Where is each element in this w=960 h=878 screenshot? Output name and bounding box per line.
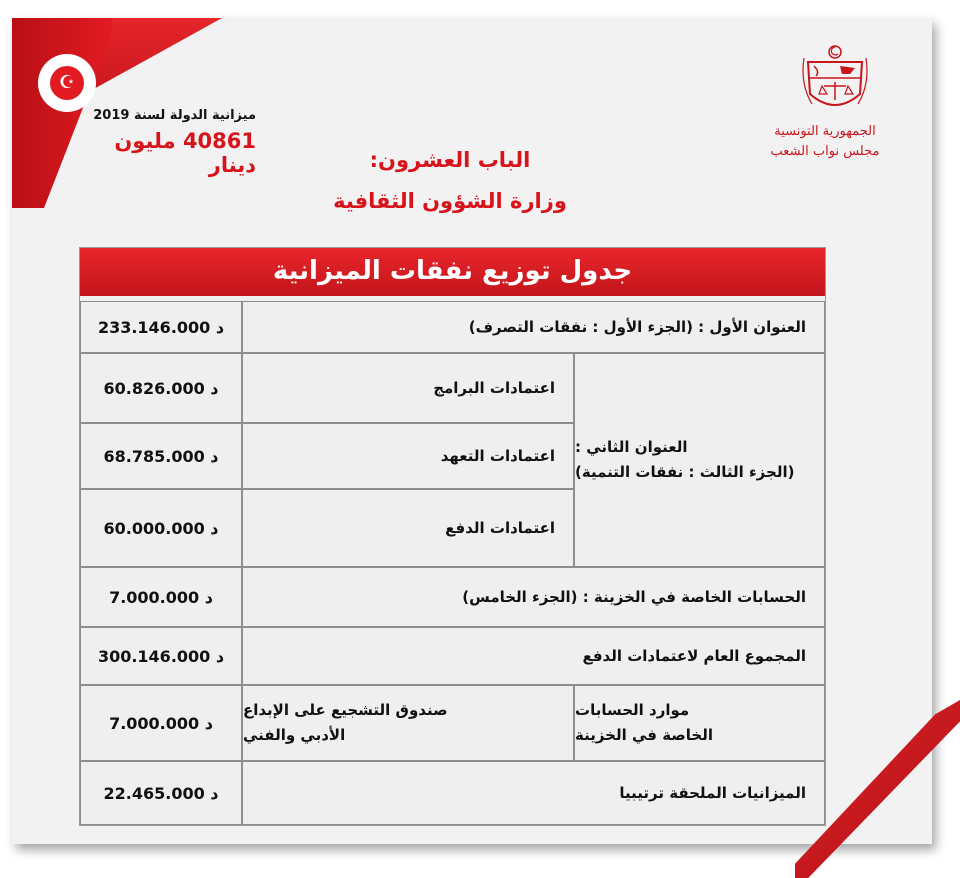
table-row-title1-label: العنوان الأول : (الجزء الأول : نفقات التصرف) bbox=[242, 301, 825, 353]
chapter-title: الباب العشرون: bbox=[369, 148, 531, 172]
table-row-total-label: المجموع العام لاعتمادات الدفع bbox=[242, 627, 825, 685]
resources-line2: الخاصة في الخزينة bbox=[575, 726, 714, 744]
table-title: جدول توزيع نفقات الميزانية bbox=[80, 248, 825, 296]
title2-line2: (الجزء الثالث : نفقات التنمية) bbox=[575, 463, 795, 481]
page-heading bbox=[280, 140, 620, 222]
table-row-resources-amount: 7.000.000 د bbox=[80, 685, 242, 761]
state-budget-info bbox=[60, 108, 256, 177]
title2-line1: العنوان الثاني : bbox=[575, 437, 688, 456]
table-row-programs-label: اعتمادات البرامج bbox=[242, 353, 574, 423]
fund-line1: صندوق التشجيع على الإبداع bbox=[243, 700, 448, 719]
table-row-commitment-amount: 68.785.000 د bbox=[80, 423, 242, 489]
state-budget-amount: 40861 مليون دينار bbox=[114, 129, 256, 177]
table-row-title1-amount: 233.146.000 د bbox=[80, 301, 242, 353]
table-row-total-amount: 300.146.000 د bbox=[80, 627, 242, 685]
table-row-title2-label bbox=[574, 353, 825, 567]
ministry-title: وزارة الشؤون الثقافية bbox=[333, 188, 567, 213]
table-row-programs-amount: 60.826.000 د bbox=[80, 353, 242, 423]
republic-label: الجمهورية التونسية bbox=[774, 124, 876, 139]
fund-line2: الأدبي والفني bbox=[243, 726, 346, 744]
coat-of-arms-icon bbox=[800, 44, 870, 116]
table-row-special-accounts-amount: 7.000.000 د bbox=[80, 567, 242, 627]
table-row-commitment-label: اعتمادات التعهد bbox=[242, 423, 574, 489]
resources-line1: موارد الحسابات bbox=[575, 700, 690, 719]
budget-table bbox=[79, 247, 826, 826]
table-row-payment-label: اعتمادات الدفع bbox=[242, 489, 574, 567]
table-row-payment-amount: 60.000.000 د bbox=[80, 489, 242, 567]
table-row-annex-amount: 22.465.000 د bbox=[80, 761, 242, 825]
state-budget-label: ميزانية الدولة لسنة 2019 bbox=[93, 108, 256, 123]
tunisia-flag-icon: ☪ bbox=[38, 54, 96, 112]
parliament-name bbox=[760, 122, 890, 162]
table-row-fund-label bbox=[242, 685, 574, 761]
table-row-annex-label: الميزانيات الملحقة ترتيبيا bbox=[242, 761, 825, 825]
table-row-resources-label bbox=[574, 685, 825, 761]
assembly-label: مجلس نواب الشعب bbox=[770, 144, 880, 160]
table-row-special-accounts-label: الحسابات الخاصة في الخزينة : (الجزء الخامس) bbox=[242, 567, 825, 627]
